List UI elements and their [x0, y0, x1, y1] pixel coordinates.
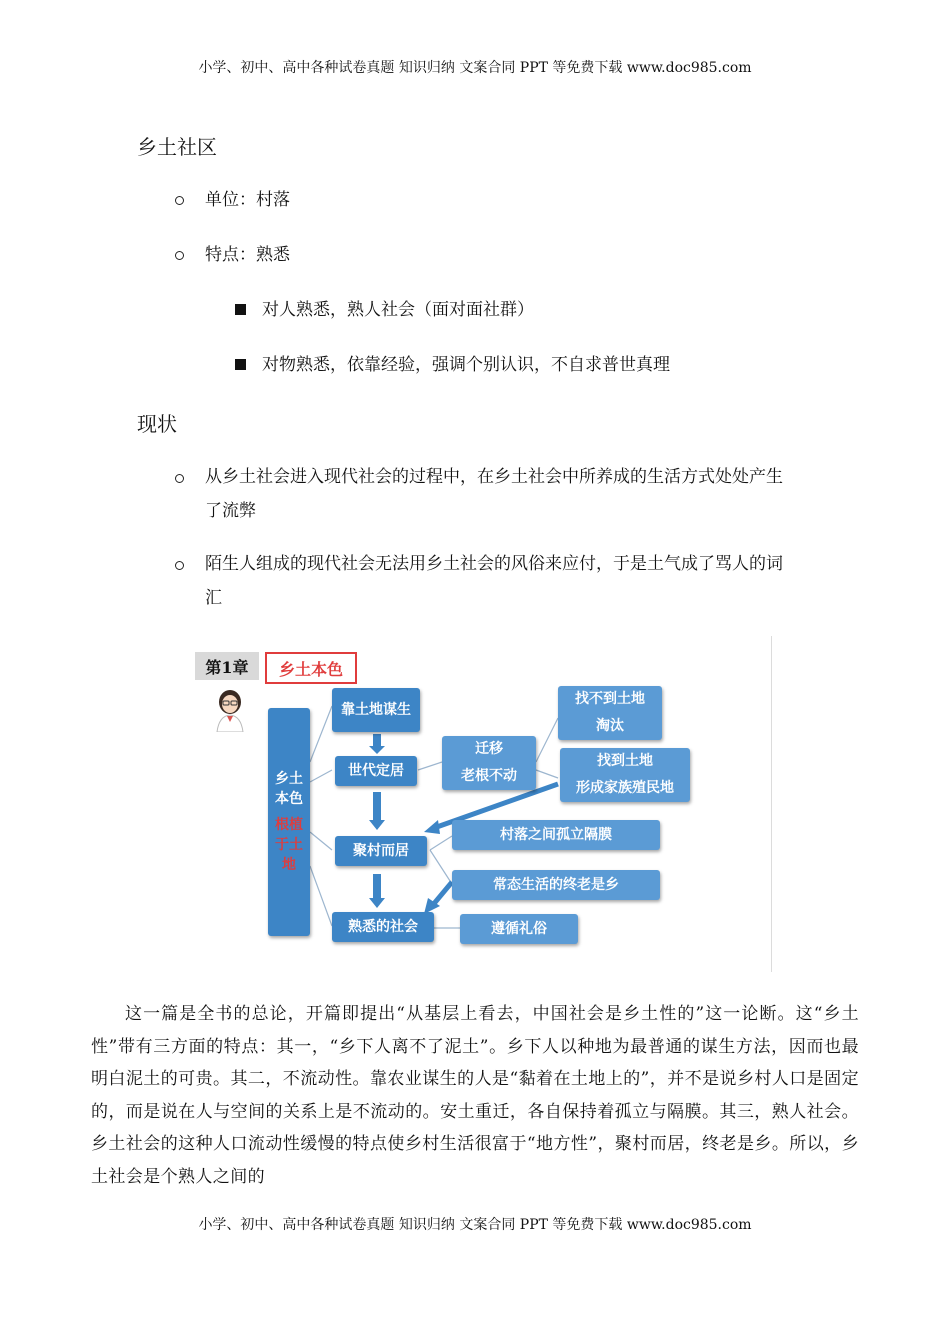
- node-label: 形成家族殖民地: [576, 780, 674, 796]
- body-paragraph: [91, 998, 859, 1194]
- node-rely-on-land: 靠土地谋生: [332, 688, 420, 732]
- node-label: 淘汰: [596, 718, 624, 734]
- circle-bullet-icon: [175, 561, 184, 570]
- node-lifelong: 常态生活的终老是乡: [452, 870, 660, 900]
- node-label: 迁移: [475, 741, 503, 757]
- node-familiar-society: 熟悉的社会: [332, 912, 434, 942]
- node-found-land: [560, 748, 690, 802]
- root-label: 本色: [275, 791, 303, 807]
- node-label: 找不到土地: [575, 691, 645, 707]
- section-title-status: 现状: [137, 412, 177, 436]
- root-label: 乡土: [275, 771, 303, 787]
- list-item: 从乡土社会进入现代社会的过程中，在乡土社会中所养成的生活方式处处产生: [205, 467, 783, 487]
- sub-list-item: 对物熟悉，依靠经验，强调个别认识，不自求普世真理: [262, 355, 670, 375]
- node-label: 找到土地: [597, 753, 653, 769]
- list-item: 特点：熟悉: [205, 245, 290, 265]
- chapter-label: 第1章: [195, 652, 259, 680]
- node-village-living: 聚村而居: [335, 836, 427, 866]
- sub-list-item: 对人熟悉，熟人社会（面对面社群）: [262, 300, 534, 320]
- square-bullet-icon: [235, 359, 246, 370]
- list-item: 陌生人组成的现代社会无法用乡土社会的风俗来应付，于是土气成了骂人的词: [205, 554, 783, 574]
- node-isolation: 村落之间孤立隔膜: [452, 820, 660, 850]
- mind-map-diagram: [190, 636, 774, 972]
- root-red-label: 于土: [275, 837, 303, 853]
- list-item: 单位：村落: [205, 190, 290, 210]
- page-header: 小学、初中、高中各种试卷真题 知识归纳 文案合同 PPT 等免费下载 www.doc985.com: [198, 60, 752, 76]
- circle-bullet-icon: [175, 196, 184, 205]
- root-red-label: 地: [282, 857, 296, 873]
- list-item-continuation: 了流弊: [205, 501, 256, 521]
- page-footer: 小学、初中、高中各种试卷真题 知识归纳 文案合同 PPT 等免费下载 www.doc985.com: [198, 1217, 752, 1233]
- root-red-label: 根植: [275, 817, 303, 833]
- node-label: 老根不动: [461, 768, 517, 784]
- square-bullet-icon: [235, 304, 246, 315]
- chapter-title: 乡土本色: [265, 652, 357, 684]
- root-box: [268, 708, 310, 936]
- node-settled: 世代定居: [335, 756, 417, 786]
- node-migrate: [442, 736, 536, 790]
- circle-bullet-icon: [175, 251, 184, 260]
- node-no-land: [558, 686, 662, 740]
- circle-bullet-icon: [175, 474, 184, 483]
- node-custom: 遵循礼俗: [460, 914, 578, 944]
- list-item-continuation: 汇: [205, 588, 222, 608]
- paragraph-text: 这一篇是全书的总论，开篇即提出“从基层上看去，中国社会是乡土性的”这一论断。这“乡土性”带有三方面的特点：其一，“乡下人离不了泥土”。乡下人以种地为最普通的谋生方法，因而也最明白泥土的可贵。其二，不流动性。靠农业谋生的人是“黏着在土地上的”，并不是说乡村人口是固定的，而是说在人与空间的关系上是不流动的。安土重迁，各自保持着孤立与隔膜。其三，熟人社会。乡土社会的这种人口流动性缓慢的特点使乡村生活很富于“地方性”，聚村而居，终老是乡。所以，乡土社会是个熟人之间的: [91, 1004, 859, 1187]
- section-title-rural-community: 乡土社区: [137, 135, 217, 159]
